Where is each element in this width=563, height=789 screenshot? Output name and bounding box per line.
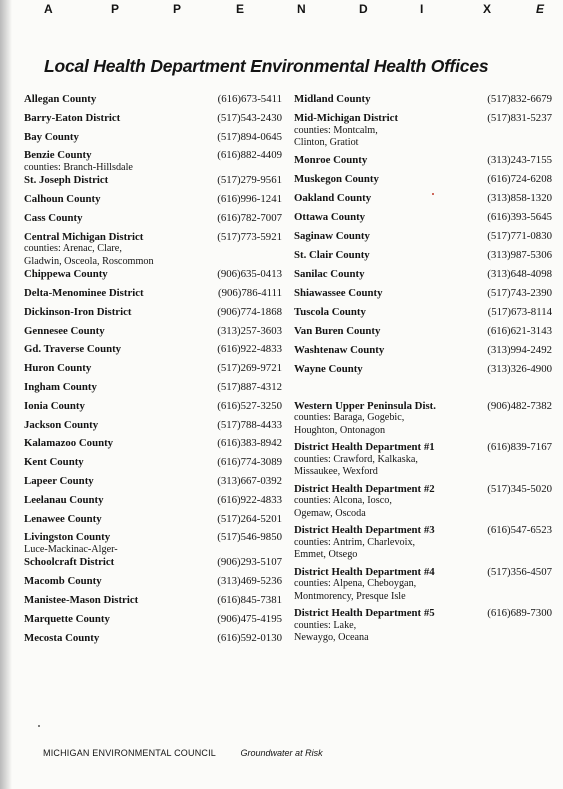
office-entry: [24, 475, 282, 494]
appendix-letter: N: [297, 2, 306, 16]
stray-mark: [432, 193, 434, 195]
office-entry: [294, 112, 552, 150]
office-name: District Health Department #4: [294, 565, 435, 578]
office-entry: [294, 325, 552, 344]
office-phone: (517)543-2430: [217, 111, 282, 124]
office-entry: [294, 344, 552, 363]
office-entry: [294, 306, 552, 325]
office-entry: [24, 575, 282, 594]
office-name: Shiawassee County: [294, 286, 383, 299]
office-name: Saginaw County: [294, 229, 370, 242]
office-phone: (517)264-5201: [217, 512, 282, 525]
left-column: [24, 93, 282, 650]
office-phone: (517)673-8114: [487, 305, 552, 318]
office-phone: (313)987-5306: [487, 248, 552, 261]
office-counties: Montmorency, Presque Isle: [294, 590, 406, 602]
office-phone: (517)788-4433: [217, 418, 282, 431]
office-entry: [294, 607, 552, 645]
office-entry: [24, 400, 282, 419]
office-entry: [24, 149, 282, 174]
office-counties: counties: Arenac, Clare,: [24, 243, 122, 255]
appendix-letter: X: [483, 2, 492, 16]
office-entry: [294, 230, 552, 249]
office-name: Livingston County: [24, 531, 111, 544]
office-phone: (906)293-5107: [217, 556, 282, 569]
office-entry: [294, 93, 552, 112]
office-entry: [24, 594, 282, 613]
office-name: Monroe County: [294, 153, 368, 166]
office-name: Dickinson-Iron District: [24, 305, 132, 318]
office-phone: (616)782-7007: [217, 211, 282, 224]
office-counties: Ogemaw, Oscoda: [294, 507, 366, 519]
office-entry: [294, 249, 552, 268]
office-entry: [24, 325, 282, 344]
office-name: Jackson County: [24, 418, 99, 431]
office-name: Gd. Traverse County: [24, 343, 122, 356]
office-phone: (313)994-2492: [487, 343, 552, 356]
office-name: Mecosta County: [24, 631, 100, 644]
office-name: Lenawee County: [24, 512, 102, 525]
office-phone: (616)592-0130: [217, 631, 282, 644]
office-entry: [24, 632, 282, 651]
office-phone: (517)279-9561: [217, 174, 282, 187]
office-counties: Houghton, Ontonagon: [294, 424, 386, 436]
appendix-letter: P: [111, 2, 120, 16]
office-phone: (517)831-5237: [487, 112, 552, 124]
office-name: Sanilac County: [294, 267, 365, 280]
office-phone: (906)774-1868: [217, 305, 282, 318]
office-phone: (517)773-5921: [217, 230, 282, 243]
office-phone: (517)546-9850: [217, 531, 282, 544]
office-phone: (616)922-4833: [217, 493, 282, 506]
office-counties: counties: Baraga, Gogebic,: [294, 412, 405, 423]
office-entry: [24, 419, 282, 438]
office-name: Schoolcraft District: [24, 556, 115, 569]
office-counties: counties: Montcalm,: [294, 124, 378, 136]
office-name: District Health Department #2: [294, 482, 435, 495]
office-phone: (616)621-3143: [487, 324, 552, 337]
appendix-letter: E: [236, 2, 245, 16]
office-phone: (616)845-7381: [217, 594, 282, 607]
stray-mark: [38, 725, 40, 727]
office-name: Marquette County: [24, 612, 110, 625]
office-name: Ingham County: [24, 381, 97, 394]
office-name: Midland County: [294, 93, 371, 105]
office-name: Western Upper Peninsula Dist.: [294, 399, 436, 412]
office-name: Washtenaw County: [294, 343, 385, 356]
office-phone: (517)887-4312: [217, 381, 282, 394]
office-name: Delta-Menominee District: [24, 287, 144, 300]
office-phone: (616)547-6523: [487, 524, 552, 536]
office-entry: [294, 211, 552, 230]
office-name: Bay County: [24, 130, 79, 143]
office-entry: [294, 154, 552, 173]
office-phone: (616)393-5645: [487, 210, 552, 223]
office-counties: counties: Antrim, Charlevoix,: [294, 536, 416, 548]
office-phone: (616)689-7300: [487, 607, 552, 619]
office-phone: (616)673-5411: [217, 93, 282, 105]
office-entry: [24, 556, 282, 575]
office-name: District Health Department #3: [294, 524, 435, 536]
office-phone: (616)922-4833: [217, 343, 282, 356]
office-phone: (313)257-3603: [217, 324, 282, 337]
office-phone: (616)882-4409: [217, 149, 282, 162]
office-counties: Newaygo, Oceana: [294, 632, 369, 643]
office-phone: (616)996-1241: [217, 193, 282, 206]
office-entry: [294, 483, 552, 521]
office-phone: (517)743-2390: [487, 286, 552, 299]
office-phone: (616)383-8942: [217, 437, 282, 450]
office-phone: (313)667-0392: [217, 475, 282, 488]
office-name: Kent County: [24, 456, 84, 469]
office-name: Central Michigan District: [24, 230, 144, 243]
office-name: Leelanau County: [24, 493, 104, 506]
office-entry: [294, 524, 552, 562]
office-entry: [24, 513, 282, 532]
office-entry: [24, 531, 282, 556]
office-name: Ionia County: [24, 399, 85, 412]
office-name: Van Buren County: [294, 324, 381, 337]
office-counties: counties: Alpena, Cheboygan,: [294, 578, 417, 589]
office-entry: [24, 212, 282, 231]
office-entry: [294, 287, 552, 306]
office-phone: (517)894-0645: [217, 130, 282, 143]
office-phone: (517)771-0830: [487, 229, 552, 242]
office-counties: counties: Lake,: [294, 619, 357, 631]
office-name: Chippewa County: [24, 268, 108, 281]
office-phone: (616)839-7167: [487, 441, 552, 453]
office-counties: Clinton, Gratiot: [294, 137, 359, 148]
office-entry: [294, 566, 552, 604]
appendix-header: [0, 2, 563, 20]
office-name: Huron County: [24, 362, 92, 375]
office-entry: [24, 131, 282, 150]
office-name: District Health Department #5: [294, 607, 435, 619]
office-entry: [294, 363, 552, 382]
office-phone: (313)326-4900: [487, 362, 552, 375]
office-name: Manistee-Mason District: [24, 594, 139, 607]
office-entry: [24, 437, 282, 456]
office-name: Mid-Michigan District: [294, 112, 399, 124]
office-name: Kalamazoo County: [24, 437, 114, 450]
office-phone: (906)475-4195: [217, 612, 282, 625]
office-counties: Luce-Mackinac-Alger-: [24, 543, 118, 555]
office-phone: (616)527-3250: [217, 399, 282, 412]
footer-series: Groundwater at Risk: [240, 748, 323, 758]
office-entry: [24, 287, 282, 306]
binding-shadow: [0, 0, 12, 789]
office-name: Allegan County: [24, 93, 97, 105]
office-entry: [24, 613, 282, 632]
office-name: Ottawa County: [294, 210, 366, 223]
office-phone: (906)786-4111: [218, 287, 282, 300]
office-name: Muskegon County: [294, 172, 379, 185]
appendix-letter: A: [44, 2, 53, 16]
office-counties: counties: Branch-Hillsdale: [24, 161, 133, 173]
office-phone: (313)858-1320: [487, 191, 552, 204]
office-name: Cass County: [24, 211, 83, 224]
office-entry: [24, 174, 282, 193]
office-entry: [24, 93, 282, 112]
appendix-letter: E: [536, 2, 545, 16]
office-name: Benzie County: [24, 149, 92, 162]
office-phone: (616)724-6208: [487, 172, 552, 185]
appendix-letter: I: [420, 2, 424, 16]
office-phone: (906)482-7382: [487, 399, 552, 412]
office-phone: (313)648-4098: [487, 267, 552, 280]
office-entry: [24, 231, 282, 269]
page-footer: [43, 748, 323, 758]
office-name: St. Clair County: [294, 248, 370, 261]
office-name: Lapeer County: [24, 475, 94, 488]
office-name: Wayne County: [294, 362, 363, 375]
office-counties: Emmet, Otsego: [294, 549, 358, 560]
office-name: Calhoun County: [24, 193, 101, 206]
appendix-letter: D: [359, 2, 368, 16]
office-phone: (313)469-5236: [217, 575, 282, 588]
office-name: Macomb County: [24, 575, 102, 588]
footer-publisher: MICHIGAN ENVIRONMENTAL COUNCIL: [43, 748, 217, 758]
office-entry: [24, 362, 282, 381]
office-entry: [24, 112, 282, 131]
office-entry: [294, 268, 552, 287]
office-phone: (517)832-6679: [487, 93, 552, 105]
office-entry: [24, 494, 282, 513]
office-entry: [294, 441, 552, 479]
office-phone: (616)774-3089: [217, 456, 282, 469]
office-counties: Gladwin, Osceola, Roscommon: [24, 255, 154, 267]
page-title: Local Health Department Environmental Health Offices: [44, 56, 489, 76]
office-name: Tuscola County: [294, 305, 366, 318]
office-name: Gennesee County: [24, 324, 105, 337]
office-name: Oakland County: [294, 191, 372, 204]
office-counties: counties: Alcona, Iosco,: [294, 495, 392, 506]
office-entry: [294, 400, 552, 438]
office-entry: [24, 193, 282, 212]
office-name: St. Joseph District: [24, 174, 109, 187]
office-entry: [24, 343, 282, 362]
office-entry: [294, 173, 552, 192]
office-phone: (517)345-5020: [487, 482, 552, 495]
office-counties: counties: Crawford, Kalkaska,: [294, 453, 418, 465]
office-phone: (517)269-9721: [217, 362, 282, 375]
office-entry: [24, 381, 282, 400]
appendix-letter: P: [173, 2, 182, 16]
office-entry: [24, 268, 282, 287]
office-name: Barry-Eaton District: [24, 111, 121, 124]
office-entry: [294, 192, 552, 211]
right-column: [294, 93, 552, 649]
office-name: District Health Department #1: [294, 441, 435, 453]
office-phone: (517)356-4507: [487, 565, 552, 578]
office-entry: [24, 456, 282, 475]
office-entry: [24, 306, 282, 325]
office-counties: Missaukee, Wexford: [294, 466, 378, 477]
office-phone: (906)635-0413: [217, 268, 282, 281]
office-phone: (313)243-7155: [487, 153, 552, 166]
